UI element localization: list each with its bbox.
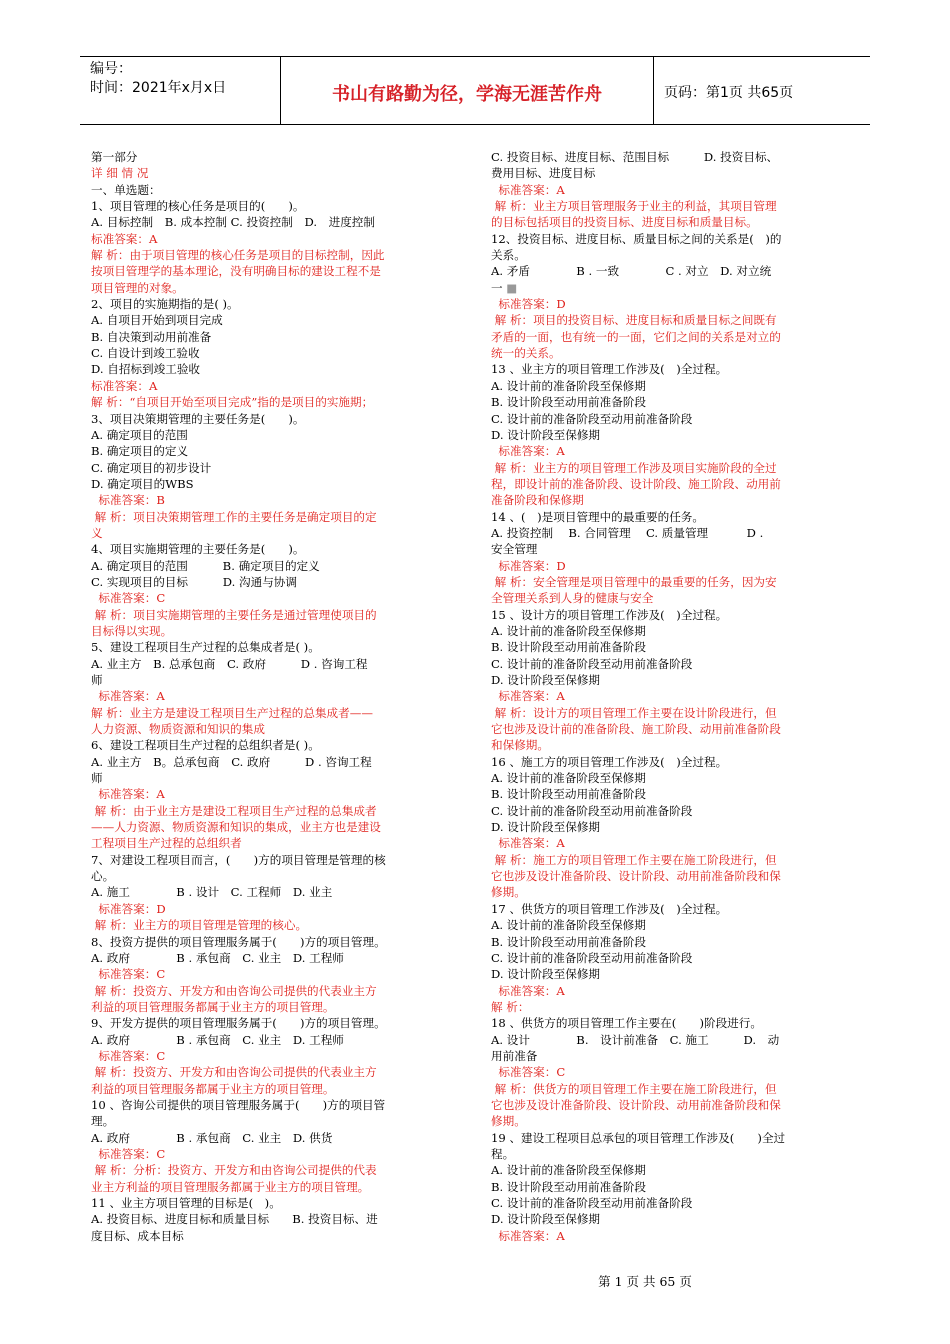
right-column <box>491 149 863 1244</box>
question-line: 19 、建设工程项目总承包的项目管理工作涉及( )全过 <box>491 1130 786 1145</box>
question-line: 一、单选题： <box>91 182 161 197</box>
answer-line: 标准答案：C <box>91 591 166 606</box>
answer-line: 解 析：投资方、开发方和由咨询公司提供的代表业主方 <box>91 983 377 998</box>
question-line: A. 矛盾 B . 一致 C . 对立 D. 对立统 <box>491 264 772 279</box>
answer-line: 人力资源、物质资源和知识的集成 <box>91 722 265 737</box>
answer-line: 解 析：由于项目管理的核心任务是项目的目标控制，因此 <box>91 248 385 263</box>
square-icon: ■ <box>506 280 518 295</box>
question-line: 15 、设计方的项目管理工作涉及( )全过程。 <box>491 607 728 622</box>
question-line: 18 、供货方的项目管理工作主要在( )阶段进行。 <box>491 1016 762 1031</box>
answer-line: 解 析：业主方的项目管理是管理的核心。 <box>91 918 308 933</box>
answer-line: 解 析：业主方是建设工程项目生产过程的总集成者—— <box>91 705 373 720</box>
answer-line: 和保修期。 <box>491 738 549 753</box>
question-line: 程。 <box>491 1146 515 1161</box>
question-line: C. 自设计到竣工验收 <box>91 346 200 361</box>
answer-line: 义 <box>91 525 103 540</box>
answer-line: 矛盾的一面，也有统一的一面，它们之间的关系是对立的 <box>491 329 781 344</box>
answer-line: 标准答案：C <box>491 1065 566 1080</box>
question-line: B. 设计阶段至动用前准备阶段 <box>491 934 647 949</box>
answer-line: 全管理关系到人身的健康与安全 <box>491 591 654 606</box>
answer-line: 标准答案：A <box>91 378 158 393</box>
answer-line: 标准答案：D <box>491 558 566 573</box>
question-line: 理。 <box>91 1114 115 1129</box>
question-line: A. 设计前的准备阶段至保修期 <box>491 1163 646 1178</box>
question-line: A. 确定项目的范围 <box>91 427 188 442</box>
answer-line: 它也涉及设计前的准备阶段、施工阶段、动用前准备阶段 <box>491 722 781 737</box>
answer-line: 解 析：业主方项目管理服务于业主的利益，其项目管理 <box>491 199 777 214</box>
question-line: 3、项目决策期管理的主要任务是( )。 <box>91 411 305 426</box>
answer-line: 标准答案：D <box>91 901 166 916</box>
question-line: 16 、施工方的项目管理工作涉及( )全过程。 <box>491 754 728 769</box>
header-top-rule <box>80 56 870 57</box>
question-line: B. 设计阶段至动用前准备阶段 <box>491 395 647 410</box>
question-line: A. 确定项目的范围 B. 确定项目的定义 <box>91 558 320 573</box>
answer-line: 利益的项目管理服务都属于业主方的项目管理。 <box>91 1081 335 1096</box>
question-line: 度目标、成本目标 <box>91 1228 184 1243</box>
question-line: D. 设计阶段至保修期 <box>491 673 601 687</box>
answer-line: 修期。 <box>491 885 526 900</box>
question-line: C. 设计前的准备阶段至动用前准备阶段 <box>491 656 693 671</box>
answer-line: 解 析：业主方的项目管理工作涉及项目实施阶段的全过 <box>491 460 777 475</box>
question-line: 10 、咨询公司提供的项目管理服务属于( )方的项目管 <box>91 1097 386 1112</box>
question-line: A. 业主方 B。总承包商 C. 政府 D . 咨询工程 <box>91 754 372 769</box>
question-line: C. 投资目标、进度目标、范围目标 D. 投资目标、 <box>491 150 779 164</box>
header-divider-2 <box>653 56 654 125</box>
answer-line: 解 析：投资方、开发方和由咨询公司提供的代表业主方 <box>91 1065 377 1080</box>
answer-line: 标准答案：A <box>491 1228 565 1243</box>
answer-line: 解 析：安全管理是项目管理中的最重要的任务，因为安 <box>491 574 777 589</box>
question-line: A. 施工 B . 设计 C. 工程师 D. 业主 <box>91 885 333 900</box>
answer-line: 标准答案：A <box>91 231 158 246</box>
answer-line: 解 析： <box>491 999 530 1014</box>
question-line: A. 政府 B . 承包商 C. 业主 D. 工程师 <box>91 1032 344 1047</box>
header-motto: 书山有路勤为径，学海无涯苦作舟 <box>332 84 602 105</box>
question-line: D. 设计阶段至保修期 <box>491 820 601 835</box>
page-footer: 第 1 页 共 65 页 <box>598 1274 692 1289</box>
answer-line: 解 析：“自项目开始至项目完成”指的是项目的实施期； <box>91 395 374 410</box>
answer-line: 标准答案：A <box>491 689 565 704</box>
answer-line: 标准答案：B <box>91 493 165 508</box>
question-line: 心。 <box>91 869 115 884</box>
question-line: 关系。 <box>491 248 526 263</box>
question-line: D. 确定项目的WBS <box>91 476 194 491</box>
answer-line: 解 析：项目实施期管理的主要任务是通过管理使项目的 <box>91 607 377 622</box>
question-line: 9、开发方提供的项目管理服务属于( )方的项目管理。 <box>91 1016 386 1031</box>
question-line: 13 、业主方的项目管理工作涉及( )全过程。 <box>491 362 728 377</box>
answer-line: 准备阶段和保修期 <box>491 493 584 508</box>
question-line: C. 确定项目的初步设计 <box>91 460 212 475</box>
question-line: A. 投资控制 B. 合同管理 C. 质量管理 D . <box>491 525 764 540</box>
question-line: A. 投资目标、进度目标和质量目标 B. 投资目标、进 <box>91 1212 378 1227</box>
question-line: 5、建设工程项目生产过程的总集成者是( )。 <box>91 640 320 655</box>
question-line: 师 <box>91 771 103 786</box>
question-line: A. 设计前的准备阶段至保修期 <box>491 378 646 393</box>
question-line: A. 政府 B . 承包商 C. 业主 D. 工程师 <box>91 950 344 965</box>
answer-line: 标准答案：A <box>91 689 165 704</box>
left-column <box>91 149 463 1244</box>
question-line: B. 设计阶段至动用前准备阶段 <box>491 787 647 802</box>
answer-line: 的目标包括项目的投资目标、进度目标和质量目标。 <box>491 215 758 230</box>
question-line: 12、投资目标、进度目标、质量目标之间的关系是( )的 <box>491 231 782 246</box>
answer-line: 解 析：由于业主方是建设工程项目生产过程的总集成者 <box>91 803 377 818</box>
question-line: A. 设计前的准备阶段至保修期 <box>491 918 646 933</box>
answer-line: 标准答案：A <box>491 983 565 998</box>
answer-line: 标准答案：A <box>91 787 165 802</box>
question-line: 8、投资方提供的项目管理服务属于( )方的项目管理。 <box>91 934 386 949</box>
question-line: 一 ■ <box>491 280 518 295</box>
answer-line: 标准答案：C <box>91 1146 166 1161</box>
question-line: D. 设计阶段至保修期 <box>491 1212 601 1227</box>
answer-line: 利益的项目管理服务都属于业主方的项目管理。 <box>91 999 335 1014</box>
answer-line: 项目管理的对象。 <box>91 280 184 295</box>
question-line: C. 设计前的准备阶段至动用前准备阶段 <box>491 411 693 426</box>
question-line: C. 设计前的准备阶段至动用前准备阶段 <box>491 1196 693 1210</box>
question-line: 安全管理 <box>491 542 538 557</box>
answer-line: 解 析：分析：投资方、开发方和由咨询公司提供的代表 <box>91 1163 377 1178</box>
question-line: 第一部分 <box>91 150 138 164</box>
question-line: D. 设计阶段至保修期 <box>491 967 601 982</box>
answer-line: 解 析：供货方的项目管理工作主要在施工阶段进行，但 <box>491 1081 777 1096</box>
answer-line: 标准答案：D <box>491 297 566 312</box>
doc-time-label: 时间：2021年x月x日 <box>90 80 227 96</box>
question-line: A. 设计前的准备阶段至保修期 <box>491 771 646 786</box>
question-line: 14 、( )是项目管理中的最重要的任务。 <box>491 509 704 524</box>
answer-line: 标准答案：C <box>91 1048 166 1063</box>
question-line: D. 设计阶段至保修期 <box>491 427 601 442</box>
question-line: C. 设计前的准备阶段至动用前准备阶段 <box>491 950 693 965</box>
answer-line: ——人力资源、物质资源和知识的集成，业主方也是建设 <box>91 820 381 835</box>
question-line: A. 设计 B. 设计前准备 C. 施工 D. 动 <box>491 1032 780 1047</box>
question-line: D. 自招标到竣工验收 <box>91 362 201 377</box>
answer-line: 它也涉及设计准备阶段、设计阶段、动用前准备阶段和保 <box>491 869 781 884</box>
answer-line: 修期。 <box>491 1114 526 1129</box>
header-page-info: 页码：第1页 共65页 <box>664 85 794 101</box>
answer-line: 按项目管理学的基本理论，没有明确目标的建设工程不是 <box>91 264 381 279</box>
question-line: B. 设计阶段至动用前准备阶段 <box>491 1179 647 1194</box>
answer-line: 解 析：施工方的项目管理工作主要在施工阶段进行，但 <box>491 852 777 867</box>
question-line: C. 设计前的准备阶段至动用前准备阶段 <box>491 803 693 818</box>
question-line: 1、项目管理的核心任务是项目的( )。 <box>91 199 305 214</box>
question-line: 7、对建设工程项目而言，( )方的项目管理是管理的核 <box>91 852 386 867</box>
answer-line: 解 析：设计方的项目管理工作主要在设计阶段进行，但 <box>491 705 777 720</box>
answer-line: 它也涉及设计准备阶段、设计阶段、动用前准备阶段和保 <box>491 1097 781 1112</box>
question-line: 费用目标、进度目标 <box>491 166 596 181</box>
answer-line: 标准答案：A <box>491 444 565 459</box>
answer-line: 解 析：项目的投资目标、进度目标和质量目标之间既有 <box>491 313 777 328</box>
answer-line: 标准答案：A <box>491 836 565 851</box>
answer-line: 业主方利益的项目管理服务都属于业主方的项目管理。 <box>91 1179 370 1194</box>
header-meta <box>90 60 226 98</box>
question-line: 17 、供货方的项目管理工作涉及( )全过程。 <box>491 901 728 916</box>
answer-line: 统一的关系。 <box>491 346 561 361</box>
question-line: A. 设计前的准备阶段至保修期 <box>491 623 646 638</box>
question-line: B. 自决策到动用前准备 <box>91 329 212 344</box>
answer-line: 详 细 情 况 <box>91 166 149 181</box>
answer-line: 标准答案：A <box>491 182 565 197</box>
answer-line: 工程项目生产过程的总组织者 <box>91 836 242 851</box>
answer-line: 程，即设计前的准备阶段、设计阶段、施工阶段、动用前 <box>491 476 781 491</box>
question-line: 11 、业主方项目管理的目标是( )。 <box>91 1196 281 1210</box>
question-line: A. 自项目开始到项目完成 <box>91 313 223 328</box>
question-line: B. 设计阶段至动用前准备阶段 <box>491 640 647 655</box>
answer-line: 目标得以实现。 <box>91 623 173 638</box>
question-line: 6、建设工程项目生产过程的总组织者是( )。 <box>91 738 320 753</box>
question-line: A. 目标控制 B. 成本控制 C. 投资控制 D. 进度控制 <box>91 215 375 230</box>
question-line: A. 政府 B . 承包商 C. 业主 D. 供货 <box>91 1130 333 1145</box>
doc-number-label: 编号： <box>90 61 132 77</box>
answer-line: 标准答案：C <box>91 967 166 982</box>
question-line: 4、项目实施期管理的主要任务是( )。 <box>91 542 305 557</box>
question-line: B. 确定项目的定义 <box>91 444 189 459</box>
question-line: 用前准备 <box>491 1048 538 1063</box>
header-bottom-rule <box>80 124 870 125</box>
question-line: C. 实现项目的目标 D. 沟通与协调 <box>91 574 297 589</box>
answer-line: 解 析：项目决策期管理工作的主要任务是确定项目的定 <box>91 509 377 524</box>
header-divider-1 <box>280 56 281 125</box>
question-line: 2、项目的实施期指的是( )。 <box>91 297 239 312</box>
question-line: 师 <box>91 673 103 687</box>
question-line: A. 业主方 B. 总承包商 C. 政府 D . 咨询工程 <box>91 656 368 671</box>
